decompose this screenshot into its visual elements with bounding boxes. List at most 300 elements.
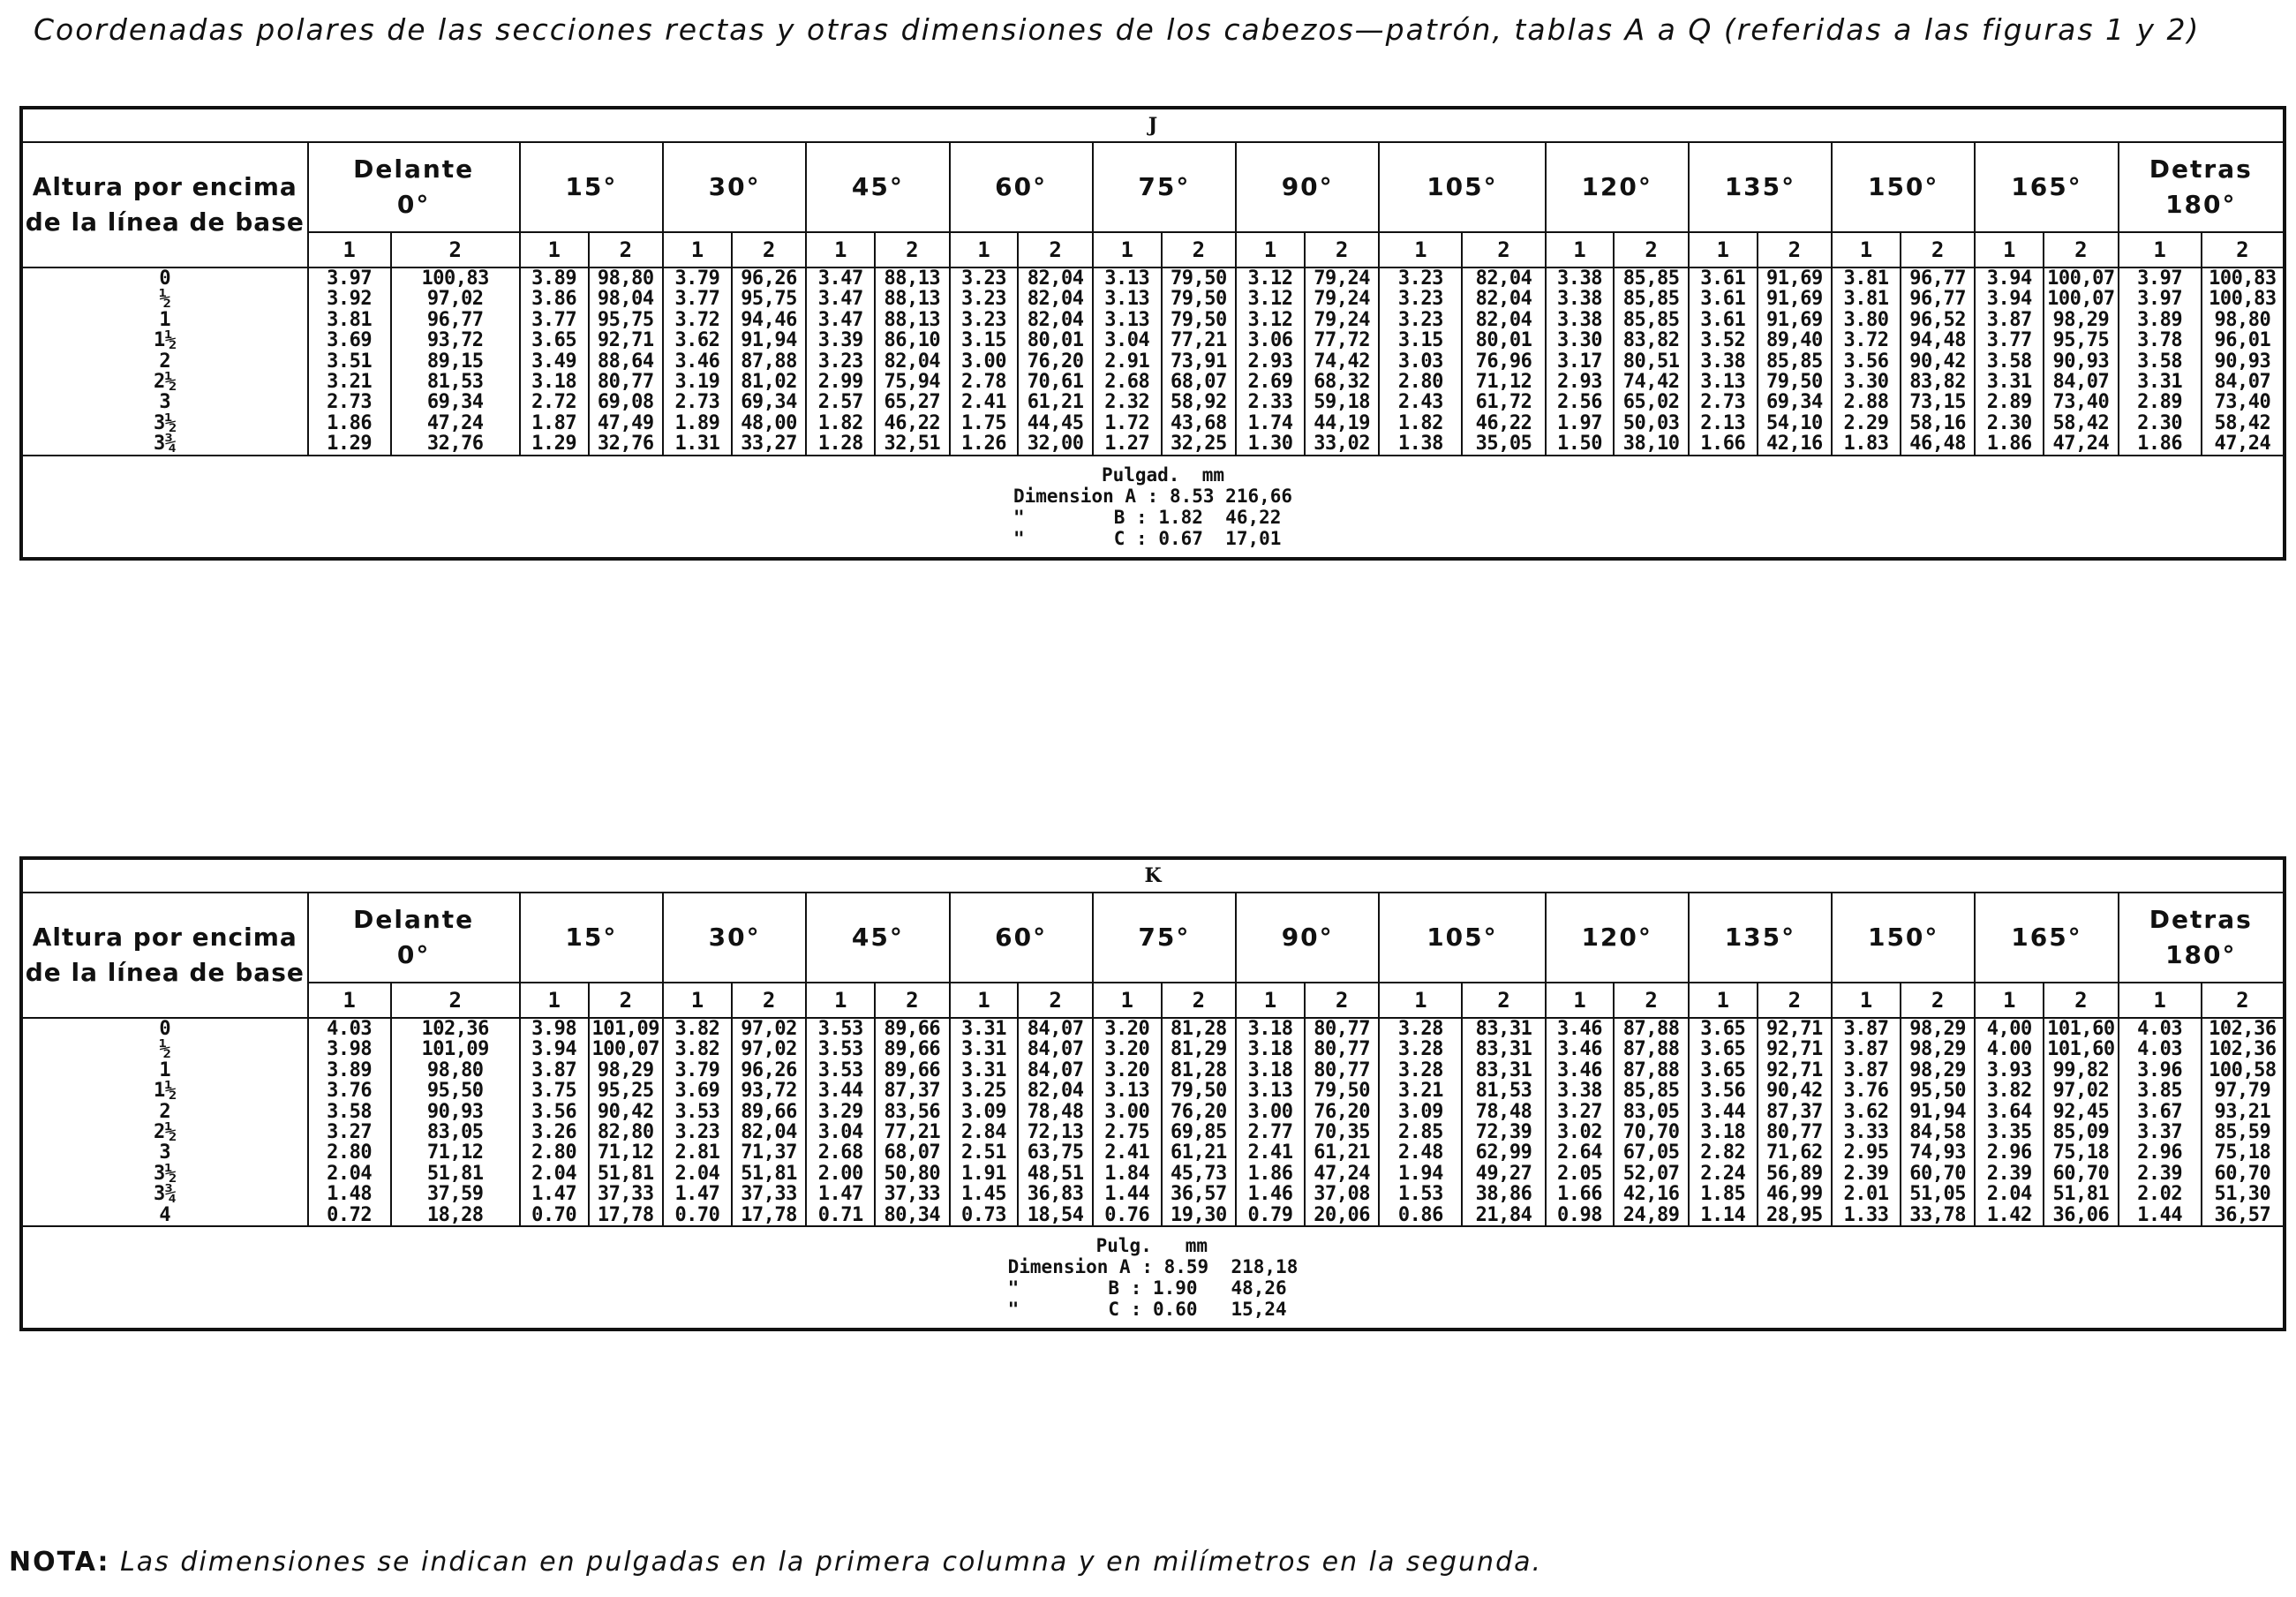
table-cell: 18,28	[426, 1203, 484, 1226]
table-cell: 4.03	[2137, 1038, 2183, 1061]
table-cell: 3.20	[1104, 1038, 1150, 1061]
table-cell: 76,20	[1027, 350, 1084, 373]
angle-header	[1379, 893, 1545, 983]
table-cell: 3.64	[1986, 1100, 2032, 1123]
table-cell: 35,05	[1475, 433, 1532, 456]
table-cell: 38,86	[1475, 1183, 1532, 1206]
table-cell: 1.74	[1247, 411, 1293, 434]
angle-header-text: 120°	[1581, 172, 1652, 201]
table-cell: 77,72	[1314, 329, 1370, 352]
table-cell: 81,02	[741, 371, 797, 394]
table-cell: 2.80	[1397, 371, 1443, 394]
table-cell: 2.04	[674, 1162, 720, 1185]
angle-header-text: 75°	[1138, 923, 1191, 952]
table-cell: 3.69	[674, 1080, 720, 1103]
table-cell: 2.89	[1986, 391, 2032, 414]
table-cell: 3.69	[327, 329, 373, 352]
height-value: ½	[159, 288, 171, 311]
table-cell: 47,24	[2214, 433, 2271, 456]
angle-header-text: 180°	[2165, 190, 2237, 219]
height-header-line: de la línea de base	[25, 958, 305, 987]
table-cell: 78,48	[1027, 1100, 1084, 1123]
table-cell: 2.80	[327, 1141, 373, 1164]
unit-header-in: 1	[1093, 232, 1162, 267]
unit-header-mm: 2	[2044, 232, 2118, 267]
inch-values	[1236, 267, 1305, 456]
angle-header-text: 30°	[708, 923, 761, 952]
mm-values	[1758, 1018, 1832, 1226]
mm-values	[1901, 1018, 1975, 1226]
table-cell: 1.86	[327, 411, 373, 434]
table-cell: 90,93	[426, 1100, 484, 1123]
table-cell: 71,12	[1475, 371, 1532, 394]
table-cell: 3.23	[960, 308, 1006, 331]
unit-header-in: 1	[663, 983, 732, 1018]
table-cell: 0.76	[1104, 1203, 1150, 1226]
table-cell: 1.42	[1986, 1203, 2032, 1226]
table-cell: 3.80	[1843, 308, 1889, 331]
table-cell: 3.93	[1986, 1058, 2032, 1081]
table-cell: 32,00	[1027, 433, 1084, 456]
table-cell: 76,20	[1170, 1100, 1227, 1123]
table-cell: 82,80	[597, 1121, 654, 1144]
table-cell: 3.23	[960, 288, 1006, 311]
table-cell: 82,04	[1027, 288, 1084, 311]
table-cell: 1.47	[531, 1183, 577, 1206]
table-cell: 3.85	[2137, 1080, 2183, 1103]
table-cell: 83,82	[1622, 329, 1680, 352]
table-cell: 90,42	[1766, 1080, 1823, 1103]
inch-values	[2119, 267, 2202, 456]
angle-header	[2119, 893, 2285, 983]
table-cell: 33,02	[1314, 433, 1370, 456]
table-cell: 48,51	[1027, 1162, 1084, 1185]
table-cell: 45,73	[1170, 1162, 1227, 1185]
table-cell: 96,01	[2214, 329, 2271, 352]
table-cell: 95,50	[426, 1080, 484, 1103]
angle-header	[1546, 142, 1689, 232]
table-cell: 98,80	[597, 267, 654, 290]
table-cell: 1.26	[960, 433, 1006, 456]
inch-values	[308, 267, 391, 456]
table-cell: 49,27	[1475, 1162, 1532, 1185]
table-cell: 88,13	[884, 308, 941, 331]
unit-header-in: 1	[1546, 983, 1615, 1018]
table-cell: 3.87	[1986, 308, 2032, 331]
table-row	[21, 1018, 2285, 1226]
table-cell: 3.13	[1104, 267, 1150, 290]
height-header-line: de la línea de base	[25, 207, 305, 237]
inch-values	[1546, 1018, 1615, 1226]
table-cell: 37,33	[884, 1183, 941, 1206]
table-cell: 3.31	[1986, 371, 2032, 394]
table-cell: 3.28	[1397, 1018, 1443, 1040]
table-cell: 3.30	[1843, 371, 1889, 394]
height-value: 3	[159, 391, 171, 414]
table-cell: 37,33	[597, 1183, 654, 1206]
table-cell: 93,72	[426, 329, 484, 352]
table-cell: 63,75	[1027, 1141, 1084, 1164]
angle-header	[1379, 142, 1545, 232]
mm-values	[732, 267, 806, 456]
dimensions-row	[21, 456, 2285, 559]
table-cell: 100,83	[421, 267, 489, 290]
table-cell: 51,81	[426, 1162, 484, 1185]
inch-values	[1379, 1018, 1462, 1226]
table-cell: 3.77	[674, 288, 720, 311]
height-value: 0	[159, 1018, 171, 1040]
angle-header	[1975, 893, 2118, 983]
table-cell: 51,81	[597, 1162, 654, 1185]
table-cell: 3.27	[327, 1121, 373, 1144]
unit-header-mm: 2	[589, 983, 663, 1018]
unit-header-mm: 2	[589, 232, 663, 267]
table-cell: 46,22	[1475, 411, 1532, 434]
dimensions-row	[21, 1226, 2285, 1330]
mm-values	[1901, 267, 1975, 456]
table-cell: 79,50	[1170, 308, 1227, 331]
dimensions-cell	[21, 1226, 2285, 1330]
height-value: 2	[159, 350, 171, 373]
table-cell: 1.66	[1556, 1183, 1602, 1206]
table-cell: 87,88	[1622, 1038, 1680, 1061]
angle-header	[950, 893, 1093, 983]
table-cell: 2.72	[531, 391, 577, 414]
table-cell: 36,57	[2214, 1203, 2271, 1226]
table-cell: 80,01	[1475, 329, 1532, 352]
table-cell: 58,42	[2052, 411, 2110, 434]
unit-header-in: 1	[1236, 983, 1305, 1018]
unit-header-mm: 2	[732, 983, 806, 1018]
mm-values	[2202, 267, 2285, 456]
table-cell: 32,25	[1170, 433, 1227, 456]
table-cell: 3.18	[1247, 1058, 1293, 1081]
table-cell: 2.73	[1700, 391, 1746, 414]
table-cell: 2.41	[1104, 1141, 1150, 1164]
table-cell: 2.29	[1843, 411, 1889, 434]
angle-header	[806, 142, 949, 232]
table-code-row	[21, 108, 2285, 142]
inch-values	[950, 267, 1019, 456]
table-cell: 73,40	[2214, 391, 2271, 414]
table-cell: 3.00	[960, 350, 1006, 373]
table-cell: 3.31	[960, 1018, 1006, 1040]
inch-values	[1975, 1018, 2044, 1226]
table-cell: 96,77	[1909, 267, 1966, 290]
mm-values	[875, 267, 949, 456]
table-cell: 3.47	[817, 288, 863, 311]
table-cell: 87,37	[884, 1080, 941, 1103]
table-cell: 96,26	[741, 267, 797, 290]
table-cell: 2.77	[1247, 1121, 1293, 1144]
height-value: 2	[159, 1100, 171, 1123]
table-cell: 85,85	[1622, 1080, 1680, 1103]
table-cell: 79,24	[1314, 267, 1370, 290]
table-cell: 2.05	[1556, 1162, 1602, 1185]
table-cell: 2.39	[1843, 1162, 1889, 1185]
table-cell: 3.61	[1700, 267, 1746, 290]
unit-header-row	[21, 232, 2285, 267]
table-cell: 1.75	[960, 411, 1006, 434]
angle-header-text: 45°	[851, 172, 904, 201]
table-cell: 3.46	[1556, 1058, 1602, 1081]
table-cell: 82,04	[1475, 267, 1532, 290]
inch-values	[520, 1018, 589, 1226]
table-cell: 3.31	[960, 1038, 1006, 1061]
table-cell: 88,64	[597, 350, 654, 373]
table-cell: 3.53	[817, 1018, 863, 1040]
table-cell: 33,78	[1909, 1203, 1966, 1226]
unit-header-mm: 2	[1614, 232, 1688, 267]
polar-table	[19, 856, 2286, 1331]
table-cell: 65,27	[884, 391, 941, 414]
table-cell: 1.28	[817, 433, 863, 456]
table-cell: 59,18	[1314, 391, 1370, 414]
table-cell: 101,60	[2047, 1038, 2115, 1061]
unit-header-mm: 2	[1901, 232, 1975, 267]
table-cell: 92,71	[597, 329, 654, 352]
height-values	[21, 267, 308, 456]
unit-header-mm: 2	[1758, 983, 1832, 1018]
table-cell: 3.72	[1843, 329, 1889, 352]
table-cell: 3.09	[1397, 1100, 1443, 1123]
table-cell: 80,77	[1766, 1121, 1823, 1144]
unit-header-row	[21, 983, 2285, 1018]
table-cell: 80,77	[1314, 1018, 1370, 1040]
table-cell: 70,70	[1622, 1121, 1680, 1144]
table-cell: 61,21	[1027, 391, 1084, 414]
table-cell: 58,16	[1909, 411, 1966, 434]
table-cell: 4.00	[1986, 1038, 2032, 1061]
table-cell: 62,99	[1475, 1141, 1532, 1164]
angle-header-text: 165°	[2011, 923, 2082, 952]
unit-header-mm: 2	[1162, 232, 1236, 267]
unit-header-in: 1	[950, 983, 1019, 1018]
table-cell: 101,09	[591, 1018, 660, 1040]
unit-header-in: 1	[2119, 232, 2202, 267]
dimension-line: " B : 1.82 46,22	[1012, 506, 1282, 528]
unit-header-mm: 2	[2202, 983, 2285, 1018]
table-cell: 38,10	[1622, 433, 1680, 456]
table-cell: 68,07	[884, 1141, 941, 1164]
table-cell: 70,61	[1027, 371, 1084, 394]
table-cell: 1.86	[1247, 1162, 1293, 1185]
table-cell: 98,29	[1909, 1038, 1966, 1061]
table-cell: 80,77	[1314, 1038, 1370, 1061]
table-cell: 2.73	[674, 391, 720, 414]
mm-values	[391, 267, 520, 456]
angle-header-text: 30°	[708, 172, 761, 201]
table-cell: 3.75	[531, 1080, 577, 1103]
table-cell: 1.27	[1104, 433, 1150, 456]
table-cell: 3.82	[674, 1038, 720, 1061]
table-cell: 3.04	[817, 1121, 863, 1144]
table-cell: 100,07	[2047, 288, 2115, 311]
table-cell: 3.03	[1397, 350, 1443, 373]
table-cell: 101,60	[2047, 1018, 2115, 1040]
table-cell: 3.62	[1843, 1100, 1889, 1123]
table-cell: 37,33	[741, 1183, 797, 1206]
table-cell: 96,77	[426, 308, 484, 331]
unit-header-in: 1	[520, 232, 589, 267]
dimension-line: Dimension A : 8.59 218,18	[1007, 1256, 1299, 1278]
mm-values	[2044, 267, 2118, 456]
table-cell: 89,15	[426, 350, 484, 373]
table-cell: 1.83	[1843, 433, 1889, 456]
table-cell: 3.18	[1247, 1018, 1293, 1040]
table-cell: 83,05	[1622, 1100, 1680, 1123]
table-cell: 87,37	[1766, 1100, 1823, 1123]
table-cell: 3.79	[674, 267, 720, 290]
table-cell: 3.23	[1397, 267, 1443, 290]
mm-values	[1162, 1018, 1236, 1226]
table-cell: 21,84	[1475, 1203, 1532, 1226]
table-cell: 3.21	[1397, 1080, 1443, 1103]
table-cell: 3.72	[674, 308, 720, 331]
table-cell: 3.47	[817, 267, 863, 290]
table-cell: 2.96	[2137, 1141, 2183, 1164]
table-cell: 98,04	[597, 288, 654, 311]
table-cell: 79,50	[1314, 1080, 1370, 1103]
height-values	[21, 1018, 308, 1226]
table-cell: 46,22	[884, 411, 941, 434]
table-cell: 102,36	[2209, 1018, 2277, 1040]
table-cell: 32,76	[597, 433, 654, 456]
unit-header-in: 1	[520, 983, 589, 1018]
unit-header-mm: 2	[1901, 983, 1975, 1018]
angle-header-text: 165°	[2011, 172, 2082, 201]
table-cell: 2.93	[1556, 371, 1602, 394]
angle-header	[1832, 893, 1975, 983]
table-cell: 75,18	[2214, 1141, 2271, 1164]
table-cell: 3.49	[531, 350, 577, 373]
inch-values	[1379, 267, 1462, 456]
angle-header-text: 75°	[1138, 172, 1191, 201]
table-cell: 42,16	[1766, 433, 1823, 456]
angle-header-text: 135°	[1724, 923, 1796, 952]
table-cell: 2.85	[1397, 1121, 1443, 1144]
table-cell: 2.41	[960, 391, 1006, 414]
table-cell: 48,00	[741, 411, 797, 434]
table-cell: 2.04	[531, 1162, 577, 1185]
table-cell: 2.73	[327, 391, 373, 414]
table-cell: 3.20	[1104, 1058, 1150, 1081]
table-cell: 36,83	[1027, 1183, 1084, 1206]
table-cell: 82,04	[741, 1121, 797, 1144]
angle-header-text: 135°	[1724, 172, 1796, 201]
table-cell: 84,07	[2214, 371, 2271, 394]
angle-header	[1093, 142, 1236, 232]
table-cell: 3.44	[1700, 1100, 1746, 1123]
mm-values	[2202, 1018, 2285, 1226]
angle-header-text: 150°	[1867, 923, 1939, 952]
angle-header-text: 180°	[2165, 940, 2237, 969]
unit-header-in: 1	[1546, 232, 1615, 267]
angle-header-row	[21, 893, 2285, 983]
unit-header-mm: 2	[391, 983, 520, 1018]
mm-values	[391, 1018, 520, 1226]
table-cell: 3.62	[674, 329, 720, 352]
table-cell: 3.46	[1556, 1018, 1602, 1040]
table-cell: 2.00	[817, 1162, 863, 1185]
table-cell: 84,07	[1027, 1018, 1084, 1040]
table-cell: 75,18	[2052, 1141, 2110, 1164]
table-cell: 2.01	[1843, 1183, 1889, 1206]
angle-header	[1689, 893, 1832, 983]
table-cell: 4,00	[1986, 1018, 2032, 1040]
table-cell: 80,77	[1314, 1058, 1370, 1081]
table-cell: 3.23	[817, 350, 863, 373]
table-cell: 51,81	[2052, 1183, 2110, 1206]
height-value: 1	[159, 308, 171, 331]
angle-header	[520, 142, 663, 232]
table-cell: 2.88	[1843, 391, 1889, 414]
unit-header-mm: 2	[1614, 983, 1688, 1018]
table-cell: 1.89	[674, 411, 720, 434]
table-cell: 3.89	[2137, 308, 2183, 331]
table-cell: 69,34	[1766, 391, 1823, 414]
table-cell: 2.41	[1247, 1141, 1293, 1164]
table-cell: 3.89	[327, 1058, 373, 1081]
inch-values	[806, 1018, 875, 1226]
table-cell: 0.70	[674, 1203, 720, 1226]
table-cell: 1.53	[1397, 1183, 1443, 1206]
table-cell: 3.65	[1700, 1018, 1746, 1040]
table-cell: 3.29	[817, 1100, 863, 1123]
inch-values	[1689, 1018, 1758, 1226]
table-cell: 3.13	[1700, 371, 1746, 394]
table-cell: 1.86	[2137, 433, 2183, 456]
table-cell: 91,94	[1909, 1100, 1966, 1123]
table-cell: 74,42	[1622, 371, 1680, 394]
table-cell: 85,09	[2052, 1121, 2110, 1144]
table-cell: 89,66	[884, 1018, 941, 1040]
table-cell: 89,66	[884, 1038, 941, 1061]
table-cell: 3.78	[2137, 329, 2183, 352]
table-cell: 3.38	[1556, 288, 1602, 311]
table-cell: 88,13	[884, 267, 941, 290]
unit-header-mm: 2	[1018, 232, 1092, 267]
table-cell: 98,29	[1909, 1058, 1966, 1081]
table-cell: 83,31	[1475, 1058, 1532, 1081]
table-cell: 2.69	[1247, 371, 1293, 394]
table-cell: 96,77	[1909, 288, 1966, 311]
table-code-row	[21, 858, 2285, 893]
angle-header-text: Delante	[353, 905, 475, 934]
table-cell: 3.02	[1556, 1121, 1602, 1144]
table-cell: 1.44	[1104, 1183, 1150, 1206]
table-cell: 2.39	[1986, 1162, 2032, 1185]
angle-header-text: 60°	[995, 923, 1048, 952]
table-cell: 100,07	[2047, 267, 2115, 290]
table-cell: 47,24	[426, 411, 484, 434]
table-cell: 97,79	[2214, 1080, 2271, 1103]
table-cell: 3.53	[817, 1058, 863, 1081]
table-cell: 2.82	[1700, 1141, 1746, 1164]
table-cell: 98,29	[2052, 308, 2110, 331]
table-cell: 3.28	[1397, 1058, 1443, 1081]
table-cell: 3.81	[1843, 267, 1889, 290]
table-cell: 0.71	[817, 1203, 863, 1226]
table-cell: 0.73	[960, 1203, 1006, 1226]
angle-header-text: 15°	[565, 923, 618, 952]
table-k	[19, 856, 2286, 1331]
table-cell: 2.32	[1104, 391, 1150, 414]
angle-header-text: 150°	[1867, 172, 1939, 201]
table-cell: 3.12	[1247, 288, 1293, 311]
table-cell: 71,12	[597, 1141, 654, 1164]
unit-header-in: 1	[1975, 983, 2044, 1018]
